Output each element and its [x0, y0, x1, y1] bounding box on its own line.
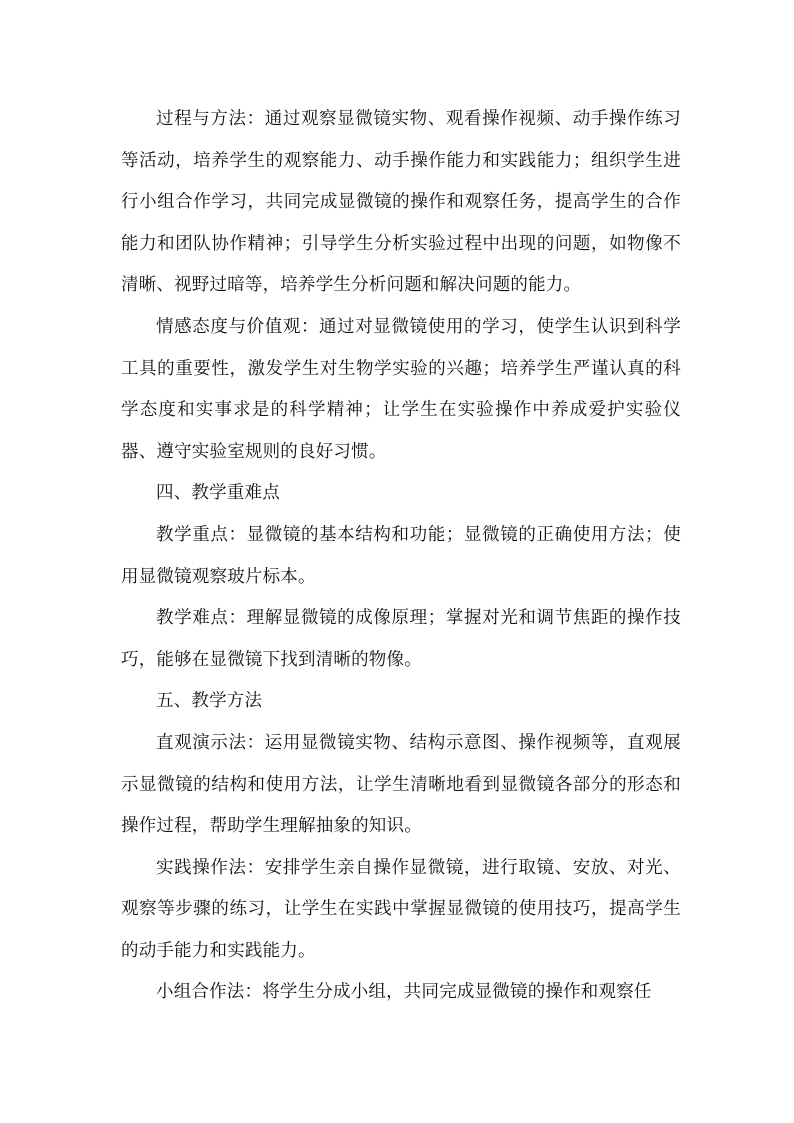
- paragraph-group-cooperation-method: 小组合作法：将学生分成小组，共同完成显微镜的操作和观察任: [156, 982, 652, 1003]
- paragraph-teaching-key-points: 教学重点：显微镜的基本结构和功能；显微镜的正确使用方法；使用显微镜观察玻片标本。: [121, 524, 681, 587]
- paragraph-practice-method: 实践操作法：安排学生亲自操作显微镜，进行取镜、安放、对光、观察等步骤的练习，让学生在实践中掌握显微镜的使用技巧，提高学生的动手能力和实践能力。: [121, 857, 681, 961]
- paragraph-emotion-attitude-values: 情感态度与价值观：通过对显微镜使用的学习，使学生认识到科学工具的重要性，激发学生对生物学实验的兴趣；培养学生严谨认真的科学态度和实事求是的科学精神；让学生在实验操作中养成爱护实验仪器、遵守实验室规则的良好习惯。: [121, 316, 681, 462]
- section-heading-key-difficult-points: 四、教学重难点: [156, 483, 280, 504]
- paragraph-process-and-method: 过程与方法：通过观察显微镜实物、观看操作视频、动手操作练习等活动，培养学生的观察能力、动手操作能力和实践能力；组织学生进行小组合作学习，共同完成显微镜的操作和观察任务，提高学生的合作能力和团队协作精神；引导学生分析实验过程中出现的问题，如物像不清晰、视野过暗等，培养学生分析问题和解决问题的能力。: [121, 109, 681, 296]
- paragraph-teaching-difficult-points: 教学难点：理解显微镜的成像原理；掌握对光和调节焦距的操作技巧，能够在显微镜下找到清晰的物像。: [121, 608, 681, 670]
- document-body: [121, 99, 681, 1014]
- paragraph-demonstration-method: 直观演示法：运用显微镜实物、结构示意图、操作视频等，直观展示显微镜的结构和使用方法，让学生清晰地看到显微镜各部分的形态和操作过程，帮助学生理解抽象的知识。: [121, 732, 681, 837]
- section-heading-teaching-methods: 五、教学方法: [156, 691, 263, 712]
